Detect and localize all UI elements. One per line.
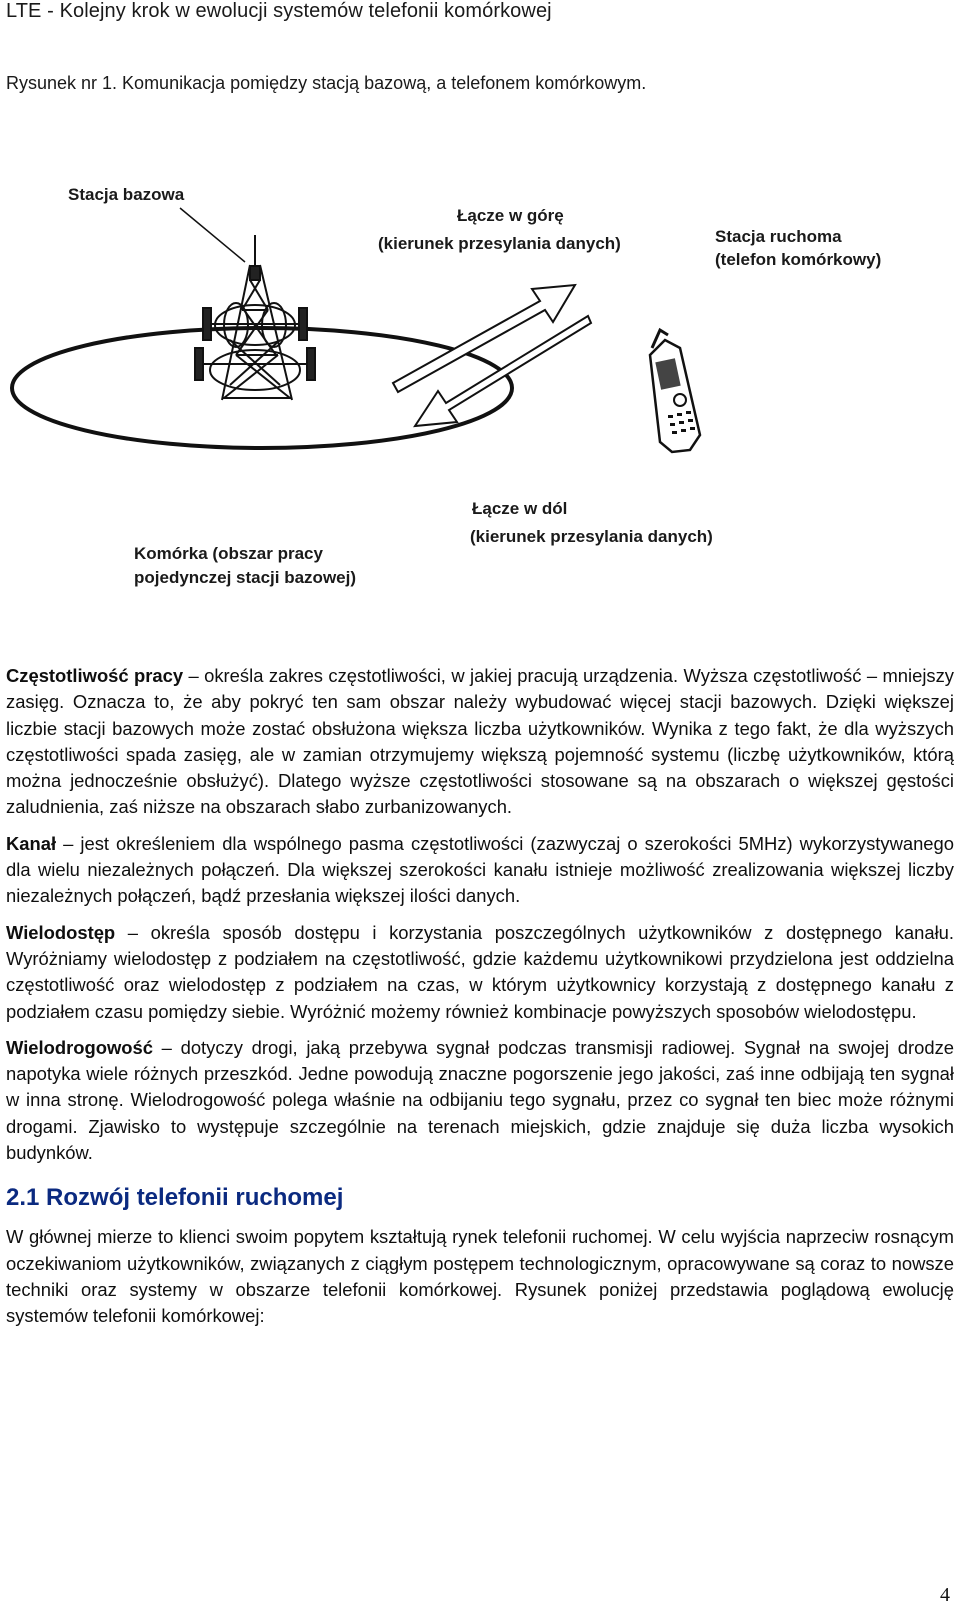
base-station-tower-icon — [195, 235, 315, 400]
label-downlink-2: (kierunek przesylania danych) — [470, 527, 713, 546]
label-downlink-1: Łącze w dól — [472, 499, 568, 518]
label-cell-1: Komórka (obszar pracy — [134, 544, 323, 563]
page-number: 4 — [940, 1584, 950, 1606]
document-body — [6, 663, 954, 1340]
label-mobile-1: Stacja ruchoma — [715, 227, 842, 246]
section-paragraph: W głównej mierze to klienci swoim popytem kształtują rynek telefonii ruchomej. W celu wyjścia naprzeciw rosnącym oczekiwaniom użytkowników, związanych z ciągłym postępem technologicznym, opracowywane są coraz to nowsze techniki oraz systemy w obszarze telefonii komórkowej. Rysunek poniżej przedstawia poglądową ewolucję systemów telefonii komórkowej: — [6, 1226, 954, 1327]
section-heading: 2.1 Rozwój telefonii ruchomej — [6, 1184, 344, 1212]
term-multiple-access: Wielodostęp — [6, 921, 116, 943]
cell-coverage-ellipse — [12, 328, 512, 448]
label-uplink-1: Łącze w górę — [457, 206, 564, 225]
term-frequency: Częstotliwość pracy — [6, 665, 184, 686]
figure-base-station-diagram — [0, 170, 960, 630]
paragraph-multipath — [6, 1035, 954, 1166]
base-station-leader-line — [180, 208, 245, 262]
text-multipath: – dotyczy drogi, jaką przebywa sygnał podczas transmisji radiowej. Sygnał na swojej drodze napotyka wiele różnych przeszkód. Jedne powodują znaczne pogorszenie jego jakości, zaś inne odbijają ten sygnał w inna stronę. Wielodrogowość polega właśnie na odbijaniu tego sygnału, przez co sygnał ten biec może różnymi drogami. Zjawisko to występuje szczególnie na terenach miejskich, gdzie znajduje się duża liczba wysokich budynków. — [6, 1036, 954, 1164]
term-channel: Kanał — [6, 832, 57, 854]
text-frequency: – określa zakres częstotliwości, w jakiej pracują urządzenia. Wyższa częstotliwość – mniejszy zasięg. Oznacza to, że aby pokryć ten sam obszar należy wybudować więcej stacji bazowych. Dzięki większej liczbie stacji bazowych może zostać obsłużona większa liczba użytkowników. Wynika z tego fakt, że dla wyższych częstotliwości spada zasięg, ale w zamian otrzymujemy większą pojemność systemu (liczbę użytkowników, którą można jednocześnie obsłużyć). Dlatego wyższe częstotliwości stosowane są na obszarach o większej gęstości zaludnienia, zaś niższe na obszarach słabo zurbanizowanych. — [6, 665, 955, 818]
document-header: LTE - Kolejny krok w ewolucji systemów telefonii komórkowej — [6, 0, 552, 22]
paragraph-multiple-access — [6, 920, 954, 1025]
uplink-arrow-icon — [393, 285, 575, 392]
term-multipath: Wielodrogowość — [6, 1036, 153, 1058]
label-cell-2: pojedynczej stacji bazowej) — [134, 568, 357, 587]
label-base-station: Stacja bazowa — [68, 185, 185, 204]
paragraph-frequency — [6, 663, 954, 821]
label-uplink-2: (kierunek przesylania danych) — [378, 234, 621, 253]
figure-caption: Rysunek nr 1. Komunikacja pomiędzy stacją bazową, a telefonem komórkowym. — [6, 73, 647, 93]
diagram-svg — [0, 170, 960, 630]
text-multiple-access: – określa sposób dostępu i korzystania poszczególnych użytkowników z dostępnego kanału. Wyróżniamy wielodostęp z podziałem na częstotliwość, gdzie każdemu użytkownikowi przydzielona jest oddzielna częstotliwość oraz wielodostęp z podziałem na czas, w którym użytkownicy korzystają z dostępnego kanału z podziałem czasu pomiędzy siebie. Wyróżnić możemy również kombinacje powyższych sposobów wielodostępu. — [6, 921, 954, 1022]
label-mobile-2: (telefon komórkowy) — [715, 250, 882, 269]
paragraph-channel — [6, 831, 954, 910]
text-channel: – jest określeniem dla wspólnego pasma częstotliwości (zazwyczaj o szerokości 5MHz) wykorzystywanego dla wielu niezależnych połączeń. Dla większej szerokości kanału istnieje możliwość zrealizowania większej liczby niezależnych połączeń, bądź przesłania większej ilości danych. — [6, 832, 954, 907]
mobile-phone-icon — [650, 330, 700, 452]
